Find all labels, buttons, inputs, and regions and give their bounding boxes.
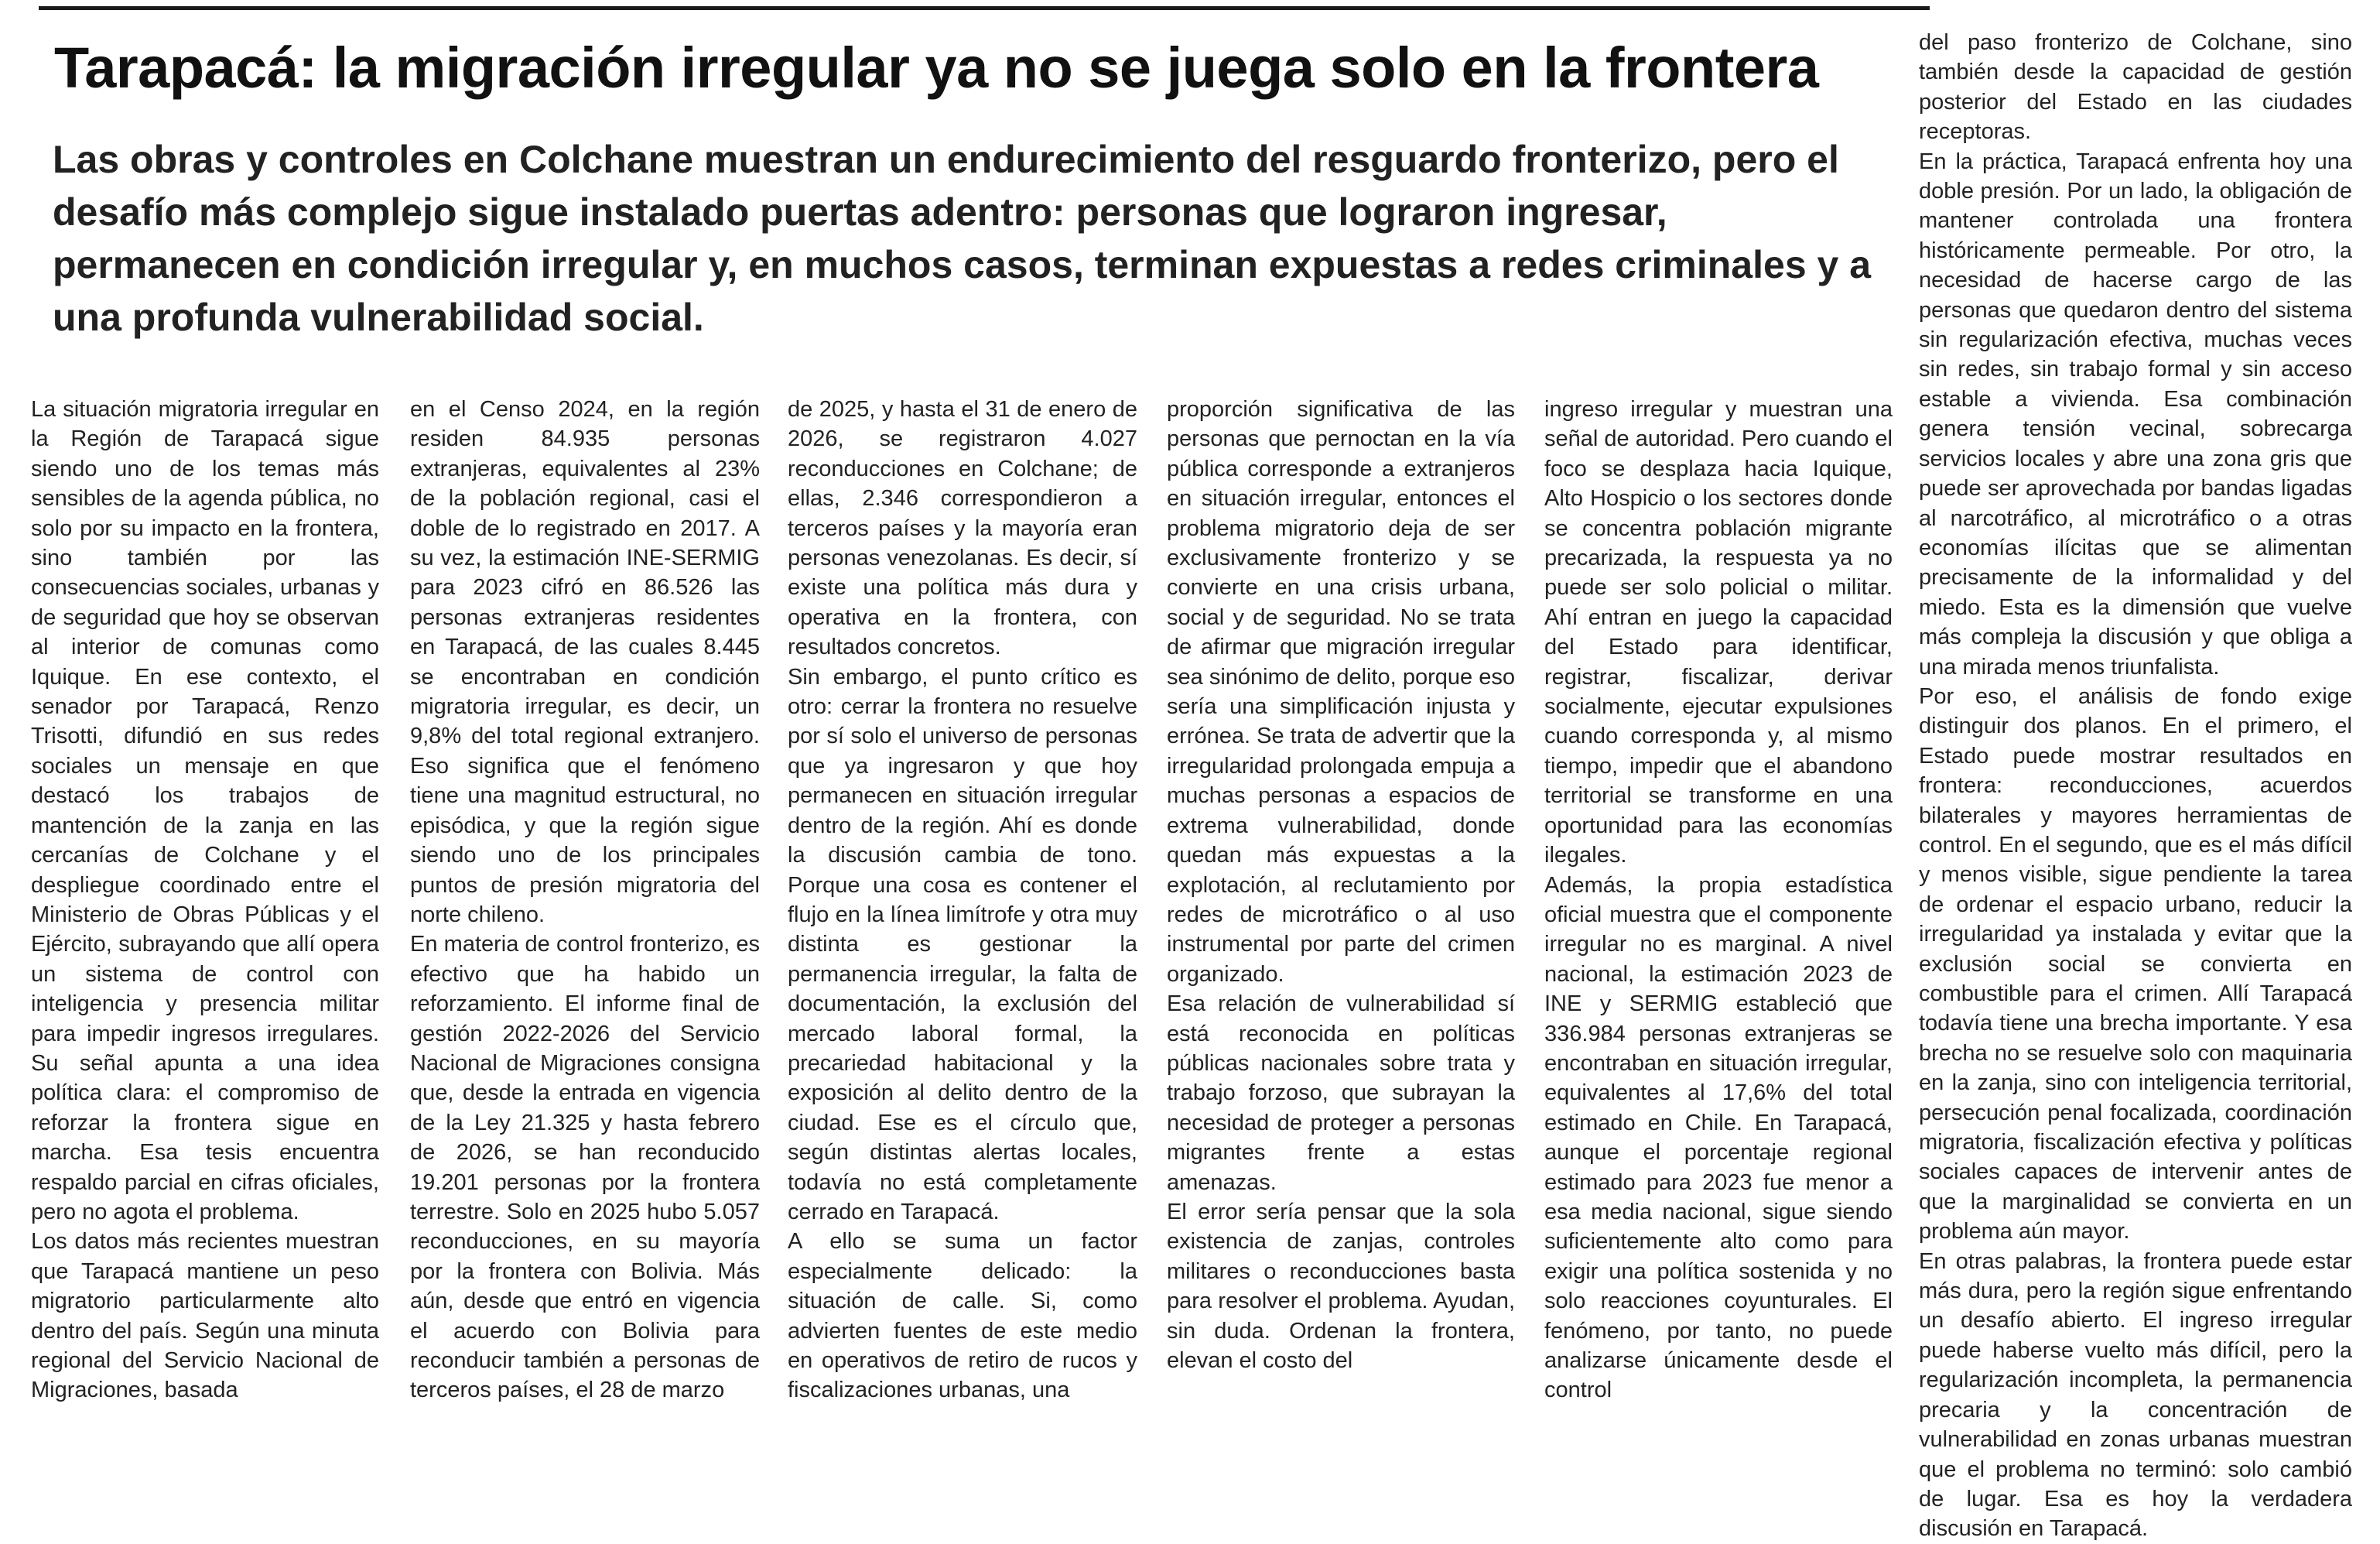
article-deck: Las obras y controles en Colchane muestran un endurecimiento del resguardo fronterizo, pero el desafío más complejo sigue instalado puertas adentro: personas que lograron ingresar, permanecen en condición irregular y, en muchos casos, terminan expuestas a redes criminales y a una profunda vulnerabilidad social. (53, 138, 1872, 339)
paragraph: En la práctica, Tarapacá enfrenta hoy una doble presión. Por un lado, la obligación de mantener controlada una frontera históricamente permeable. Por otro, la necesidad de hacerse cargo de las personas que quedaron dentro del sistema sin regularización efectiva, muchas veces sin redes, sin trabajo formal y sin acceso estable a vivienda. Esa combinación genera tensión vecinal, sobrecarga servicios locales y abre una zona gris que puede ser aprovechada por bandas ligadas al narcotráfico, al microtráfico o a otras economías ilícitas que se alimentan precisamente de la informalidad y del miedo. Esta es la dimensión que vuelve más compleja la discusión y que obliga a una mirada menos triunfalista. (1919, 149, 2352, 680)
paragraph: Sin embargo, el punto crítico es otro: cerrar la frontera no resuelve por sí solo el universo de personas que ya ingresaron y que hoy permanecen en situación irregular dentro de la región. Ahí es donde la discusión cambia de tono. Porque una cosa es contener el flujo en la línea limítrofe y otra muy distinta es gestionar la permanencia irregular, la falta de documentación, la exclusión del mercado laboral formal, la precariedad habitacional y la exposición al delito dentro de la ciudad. Ese es el círculo que, según distintas alertas locales, todavía no está completamente cerrado en Tarapacá. (788, 664, 1137, 1224)
paragraph: de 2025, y hasta el 31 de enero de 2026, se registraron 4.027 reconducciones en Colchane; de ellas, 2.346 correspondieron a terceros países y la mayoría eran personas venezolanas. Es decir, sí existe una política más dura y operativa en la frontera, con resultados concretos. (788, 397, 1137, 660)
paragraph: El error sería pensar que la sola existencia de zanjas, controles militares o reconducciones basta para resolver el problema. Ayudan, sin duda. Ordenan la frontera, elevan el costo del (1167, 1199, 1515, 1373)
body-column-5 (1544, 395, 1893, 1403)
body-column-2 (410, 395, 760, 1403)
paragraph: Los datos más recientes muestran que Tarapacá mantiene un peso migratorio particularmente alto dentro del país. Según una minuta regional del Servicio Nacional de Migraciones, basada (31, 1229, 379, 1403)
paragraph: Esa relación de vulnerabilidad sí está reconocida en políticas públicas nacionales sobre trata y trabajo forzoso, que subrayan la necesidad de proteger a personas migrantes frente a estas amenazas. (1167, 991, 1515, 1195)
paragraph: A ello se suma un factor especialmente delicado: la situación de calle. Si, como advierten fuentes de este medio en operativos de retiro de rucos y fiscalizaciones urbanas, una (788, 1229, 1137, 1403)
body-column-6 (1919, 28, 2352, 1542)
paragraph: Además, la propia estadística oficial muestra que el componente irregular no es marginal. A nivel nacional, la estimación 2023 de INE y SERMIG estableció que 336.984 personas extranjeras se encontraban en situación irregular, equivalentes al 17,6% del total estimado en Chile. En Tarapacá, aunque el porcentaje regional estimado para 2023 fue menor a esa media nacional, sigue siendo suficientemente alto como para exigir una política sostenida y no solo reacciones coyunturales. El fenómeno, por tanto, no puede analizarse únicamente desde el control (1544, 872, 1893, 1403)
paragraph: La situación migratoria irregular en la Región de Tarapacá sigue siendo uno de los temas más sensibles de la agenda pública, no solo por su impacto en la frontera, sino también por las consecuencias sociales, urbanas y de seguridad que hoy se observan al interior de comunas como Iquique. En ese contexto, el senador por Tarapacá, Renzo Trisotti, difundió en sus redes sociales un mensaje en que destacó los trabajos de mantención de la zanja en las cercanías de Colchane y el despliegue coordinado entre el Ministerio de Obras Públicas y el Ejército, subrayando que allí opera un sistema de control con inteligencia y presencia militar para impedir ingresos irregulares. Su señal apunta a una idea política clara: el compromiso de reforzar la frontera sigue en marcha. Esa tesis encuentra respaldo parcial en cifras oficiales, pero no agota el problema. (31, 397, 379, 1224)
paragraph: ingreso irregular y muestran una señal de autoridad. Pero cuando el foco se desplaza hacia Iquique, Alto Hospicio o los sectores donde se concentra población migrante precarizada, la respuesta ya no puede ser solo policial o militar. Ahí entran en juego la capacidad del Estado para identificar, registrar, fiscalizar, derivar socialmente, ejecutar expulsiones cuando corresponda y, al mismo tiempo, impedir que el abandono territorial se transforme en una oportunidad para las economías ilegales. (1544, 397, 1893, 868)
paragraph: En materia de control fronterizo, es efectivo que ha habido un reforzamiento. El informe final de gestión 2022-2026 del Servicio Nacional de Migraciones consigna que, desde la entrada en vigencia de la Ley 21.325 y hasta febrero de 2026, se han reconducido 19.201 personas por la frontera terrestre. Solo en 2025 hubo 5.057 reconducciones, en su mayoría por la frontera con Bolivia. Más aún, desde que entró en vigencia el acuerdo con Bolivia para reconducir también a personas de terceros países, el 28 de marzo (410, 932, 760, 1403)
paragraph: proporción significativa de las personas que pernoctan en la vía pública corresponde a extranjeros en situación irregular, entonces el problema migratorio deja de ser exclusivamente fronterizo y se convierte en una crisis urbana, social y de seguridad. No se trata de afirmar que migración irregular sea sinónimo de delito, porque eso sería una simplificación injusta y errónea. Se trata de advertir que la irregularidad prolongada empuja a muchas personas a espacios de extrema vulnerabilidad, donde quedan más expuestas a la explotación, al reclutamiento por redes de microtráfico o al uso instrumental por parte del crimen organizado. (1167, 397, 1515, 987)
paragraph: del paso fronterizo de Colchane, sino también desde la capacidad de gestión posterior del Estado en las ciudades receptoras. (1919, 30, 2352, 145)
paragraph: en el Censo 2024, en la región residen 84.935 personas extranjeras, equivalentes al 23% de la población regional, casi el doble de lo registrado en 2017. A su vez, la estimación INE-SERMIG para 2023 cifró en 86.526 las personas extranjeras residentes en Tarapacá, de las cuales 8.445 se encontraban en condición migratoria irregular, es decir, un 9,8% del total regional extranjero. Eso significa que el fenómeno tiene una magnitud estructural, no episódica, y que la región sigue siendo uno de los principales puntos de presión migratoria del norte chileno. (410, 397, 760, 927)
article-headline: Tarapacá: la migración irregular ya no se juega solo en la frontera (54, 36, 1819, 100)
body-column-1 (31, 395, 379, 1403)
paragraph: Por eso, el análisis de fondo exige distinguir dos planos. En el primero, el Estado puede mostrar resultados en frontera: reconducciones, acuerdos bilaterales y mayores herramientas de control. En el segundo, que es el más difícil y menos visible, sigue pendiente la tarea de ordenar el espacio urbano, reducir la irregularidad ya instalada y evitar que la exclusión social se convierta en combustible para el crimen. Allí Tarapacá todavía tiene una brecha importante. Y esa brecha no se resuelve solo con maquinaria en la zanja, sino con inteligencia territorial, persecución penal focalizada, coordinación migratoria, fiscalización efectiva y políticas sociales capaces de intervenir antes de que la marginalidad se convierta en un problema aún mayor. (1919, 683, 2352, 1244)
body-column-3 (788, 395, 1137, 1403)
body-column-4 (1167, 395, 1515, 1378)
paragraph: En otras palabras, la frontera puede estar más dura, pero la región sigue enfrentando un desafío abierto. El ingreso irregular puede haberse vuelto más difícil, pero la regularización incompleta, la permanencia precaria y la concentración de vulnerabilidad en zonas urbanas muestran que el problema no terminó: solo cambió de lugar. Esa es hoy la verdadera discusión en Tarapacá. (1919, 1248, 2352, 1542)
top-rule (39, 6, 1930, 10)
